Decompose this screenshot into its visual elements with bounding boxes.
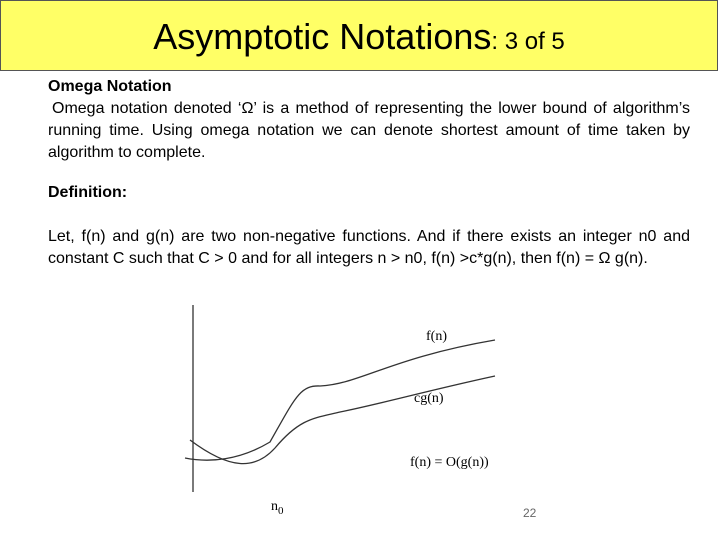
slide-title [1, 15, 717, 64]
slide-title-main: Asymptotic Notations [153, 16, 492, 57]
n0-label-main: n [271, 499, 278, 514]
title-bar [0, 0, 718, 71]
definition-paragraph: Let, f(n) and g(n) are two non-negative functions. And if there exists an integer n0 and constant C such that C > 0 and for all integers n > n0, f(n) >c*g(n), then f(n) = Ω g(n). [48, 228, 690, 267]
slide-title-suffix: : 3 of 5 [491, 28, 565, 55]
relation-label: f(n) = O(g(n)) [410, 455, 489, 470]
n0-label-subscript: 0 [278, 505, 284, 517]
definition-block [48, 182, 690, 270]
intro-paragraph: Omega notation denoted ‘Ω’ is a method of representing the lower bound of algorithm’s running time. Using omega notation we can denote shortest amount of time taken by algorithm to complete. [48, 100, 690, 161]
cg-n-label: cg(n) [414, 391, 444, 406]
slide-number: 22 [523, 506, 537, 520]
f-n-curve [185, 340, 495, 460]
cg-n-curve [190, 376, 495, 464]
intro-block [48, 76, 690, 164]
n0-label [271, 499, 284, 517]
f-n-label: f(n) [426, 329, 447, 344]
section-heading: Omega Notation [48, 78, 172, 95]
definition-heading: Definition: [48, 184, 128, 201]
omega-graph [180, 300, 520, 520]
